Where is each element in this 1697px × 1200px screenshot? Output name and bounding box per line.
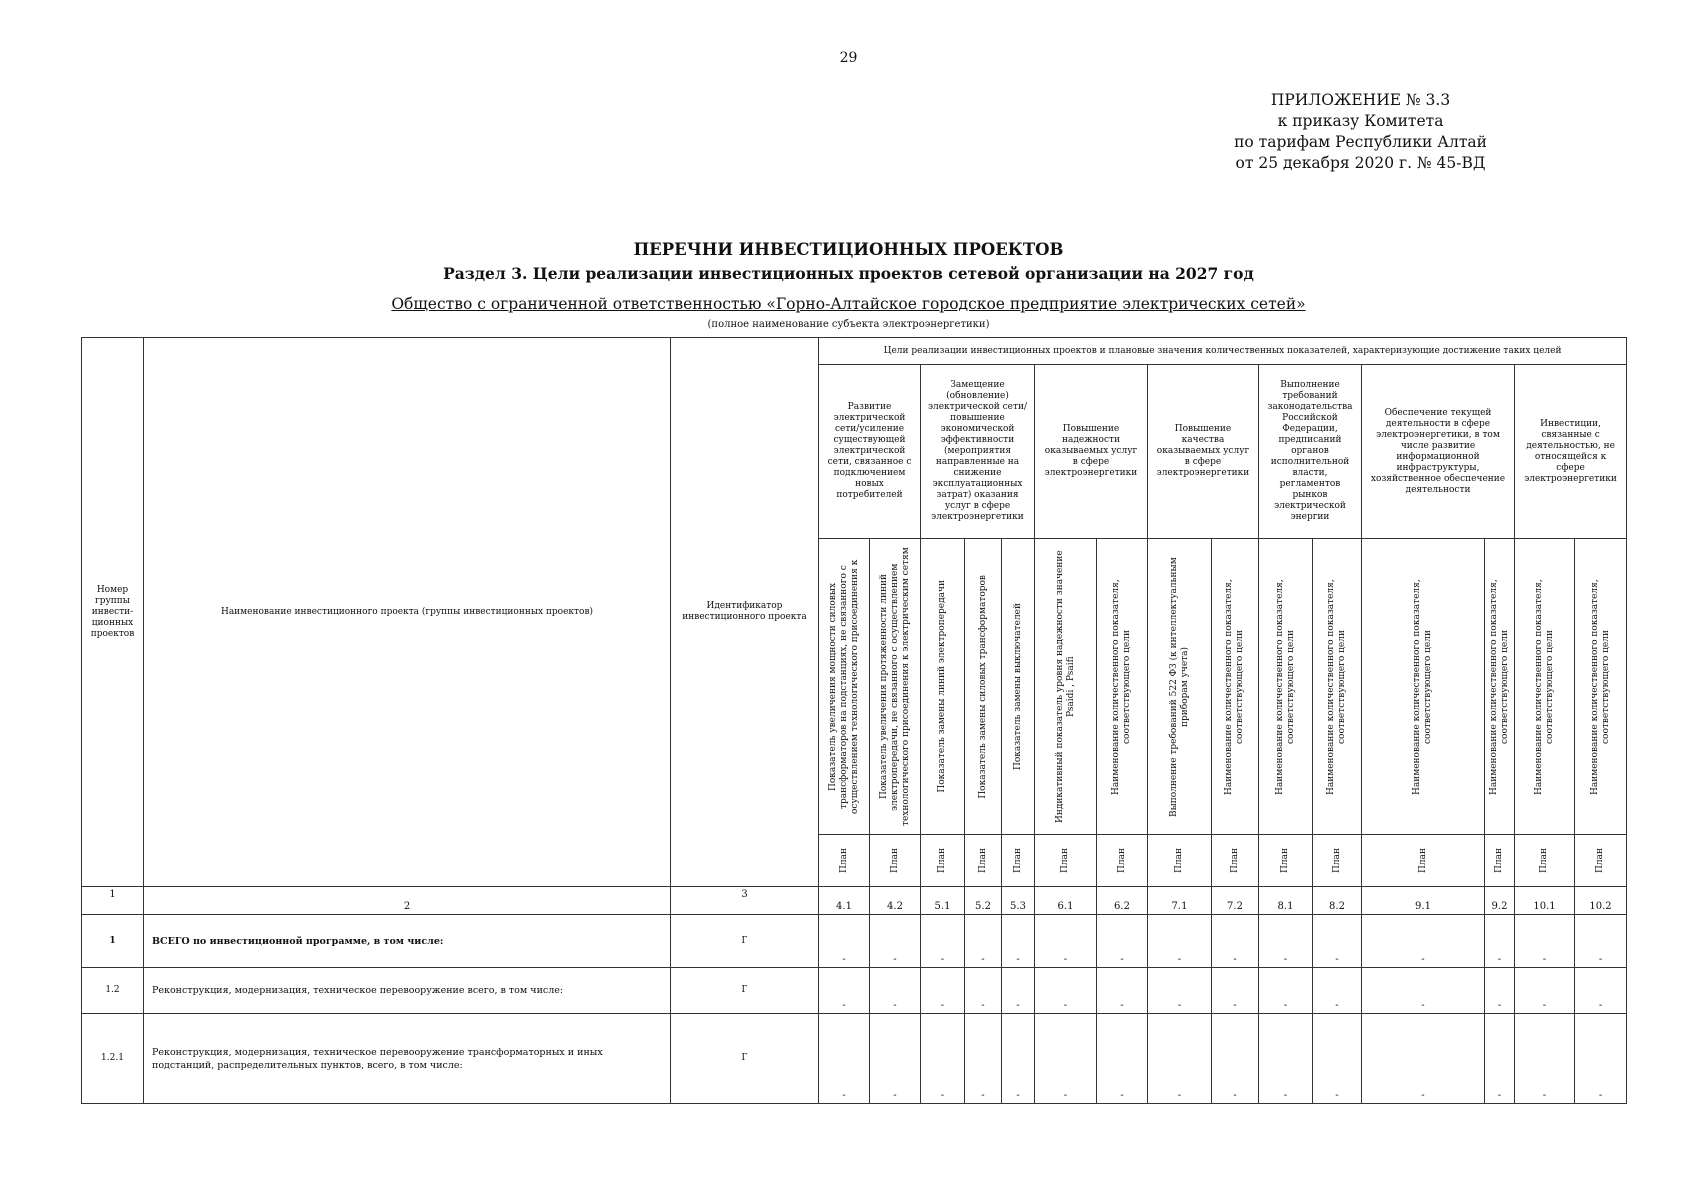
plan-header: [819, 835, 870, 887]
row-value: -: [1485, 1014, 1515, 1104]
plan-label: План: [977, 848, 988, 873]
row-value: -: [819, 1014, 870, 1104]
row-value: -: [870, 968, 921, 1014]
appendix-block: [1234, 90, 1487, 174]
plan-label: План: [1595, 848, 1606, 873]
indicator-header: [1515, 539, 1575, 835]
table-row: [82, 968, 1627, 1014]
indicator-header: [1002, 539, 1035, 835]
indicator-label: Выполнение требований 522 ФЗ (к интеллектуальным приборам учета): [1168, 556, 1190, 817]
column-number: 3: [671, 887, 819, 915]
row-value: -: [1148, 968, 1212, 1014]
row-id: Г: [671, 1014, 819, 1104]
appendix-line-4: от 25 декабря 2020 г. № 45-ВД: [1235, 154, 1486, 172]
column-number: 8.1: [1259, 887, 1313, 915]
column-number: 6.2: [1097, 887, 1148, 915]
plan-label: План: [889, 848, 900, 873]
row-value: -: [819, 915, 870, 968]
header-project-id: Идентификатор инвестиционного проекта: [671, 338, 819, 887]
row-value: -: [1035, 968, 1097, 1014]
indicator-label: Наименование количественного показателя, соответствующего цели: [1326, 578, 1347, 795]
row-value: -: [1097, 915, 1148, 968]
row-value: -: [1313, 1014, 1362, 1104]
row-number: 1.2: [82, 968, 144, 1014]
organization-name: Общество с ограниченной ответственностью «Горно-Алтайское городское предприятие электрических сетей»: [391, 295, 1306, 313]
indicator-label: Индикативный показатель уровня надежности значение Psaidi , Psaifi: [1054, 550, 1076, 823]
plan-header: [1313, 835, 1362, 887]
group-header-replacement: Замещение (обновление) электрической сети/повышение экономической эффективности (мероприятия направленные на снижение эксплуатационных затрат) оказания услуг в сфере электроэнергетики: [921, 365, 1035, 539]
row-value: -: [1515, 1014, 1575, 1104]
plan-label: План: [1494, 848, 1504, 873]
column-number-row: [82, 887, 1627, 915]
row-id: Г: [671, 968, 819, 1014]
plan-label: План: [1331, 848, 1342, 873]
appendix-line-3: по тарифам Республики Алтай: [1234, 133, 1487, 151]
indicator-label: Наименование количественного показателя, соответствующего цели: [1274, 578, 1296, 795]
row-value: -: [870, 1014, 921, 1104]
plan-header: [1515, 835, 1575, 887]
plan-header: [1575, 835, 1627, 887]
row-value: -: [1575, 1014, 1627, 1104]
row-value: -: [1259, 968, 1313, 1014]
group-header-non-energy-investments: Инвестиции, связанные с деятельностью, не относящейся к сфере электроэнергетики: [1515, 365, 1627, 539]
plan-header: [1212, 835, 1259, 887]
indicator-header: [1148, 539, 1212, 835]
row-value: -: [1362, 1014, 1485, 1104]
indicator-label: Показатель замены выключателей: [1012, 602, 1023, 770]
plan-label: План: [1280, 848, 1290, 873]
indicator-label: Наименование количественного показателя, соответствующего цели: [1589, 578, 1611, 795]
investment-table: [81, 337, 1627, 1104]
row-value: -: [921, 968, 965, 1014]
table-row: [82, 1014, 1627, 1104]
indicator-header: [819, 539, 870, 835]
row-name: Реконструкция, модернизация, техническое перевооружение трансформаторных и иных подстанций, распределительных пунктов, всего, в том числе:: [144, 1014, 671, 1104]
plan-label: План: [1060, 848, 1070, 873]
indicator-label: Показатель увеличения мощности силовых трансформаторов на подстанциях, не связанного с осуществлением технологического присоединения к: [827, 559, 860, 814]
row-value: -: [1515, 968, 1575, 1014]
row-value: -: [1035, 915, 1097, 968]
plan-header: [1485, 835, 1515, 887]
row-value: -: [1212, 915, 1259, 968]
group-header-legal-requirements: Выполнение требований законодательства Российской Федерации, предписаний органов исполнительной власти, регламентов рынков электрической энергии: [1259, 365, 1362, 539]
row-value: -: [1212, 1014, 1259, 1104]
indicator-label: Наименование количественного показателя, соответствующего цели: [1224, 578, 1245, 795]
indicator-header: [1575, 539, 1627, 835]
row-value: -: [870, 915, 921, 968]
plan-header: [1362, 835, 1485, 887]
indicator-label: Показатель замены линий электропередачи: [937, 580, 947, 793]
row-value: -: [1002, 968, 1035, 1014]
row-value: -: [1002, 1014, 1035, 1104]
row-value: -: [1148, 915, 1212, 968]
row-value: -: [1515, 915, 1575, 968]
indicator-header: [1035, 539, 1097, 835]
table-row: [82, 915, 1627, 968]
indicator-header: [1212, 539, 1259, 835]
column-number: 1: [82, 887, 144, 915]
plan-label: План: [838, 848, 849, 873]
appendix-line-2: к приказу Комитета: [1277, 112, 1444, 130]
row-value: -: [1485, 915, 1515, 968]
indicator-label: Показатель замены силовых трансформаторов: [977, 574, 988, 799]
column-number: 7.1: [1148, 887, 1212, 915]
column-number: 2: [144, 887, 671, 915]
row-value: -: [1212, 968, 1259, 1014]
column-number: 6.1: [1035, 887, 1097, 915]
plan-header: [1097, 835, 1148, 887]
row-value: -: [1259, 915, 1313, 968]
row-value: -: [819, 968, 870, 1014]
row-value: -: [1575, 915, 1627, 968]
organization-caption: (полное наименование субъекта электроэнергетики): [707, 319, 990, 330]
indicator-header: [965, 539, 1002, 835]
indicator-header: [1362, 539, 1485, 835]
indicator-header: [1485, 539, 1515, 835]
indicator-label: Наименование количественного показателя, соответствующего цели: [1488, 578, 1510, 795]
column-number: 9.2: [1485, 887, 1515, 915]
row-value: -: [965, 1014, 1002, 1104]
row-name: Реконструкция, модернизация, техническое перевооружение всего, в том числе:: [144, 968, 671, 1014]
plan-header: [1035, 835, 1097, 887]
row-number: 1: [82, 915, 144, 968]
group-header-development: Развитие электрической сети/усиление существующей электрической сети, связанное с подключением новых потребителей: [819, 365, 921, 539]
indicator-header: [870, 539, 921, 835]
indicator-header: [1097, 539, 1148, 835]
row-value: -: [1035, 1014, 1097, 1104]
indicator-label: Наименование количественного показателя, соответствующего цели: [1533, 578, 1555, 795]
plan-label: План: [1539, 848, 1549, 873]
column-number: 9.1: [1362, 887, 1485, 915]
row-value: -: [1313, 968, 1362, 1014]
indicator-label: Наименование количественного показателя, соответствующего цели: [1111, 578, 1132, 795]
column-number: 7.2: [1212, 887, 1259, 915]
row-value: -: [1148, 1014, 1212, 1104]
column-number: 5.2: [965, 887, 1002, 915]
plan-header: [1002, 835, 1035, 887]
indicator-header: [1313, 539, 1362, 835]
row-value: -: [921, 1014, 965, 1104]
page-number: 29: [839, 50, 858, 66]
row-value: -: [1362, 915, 1485, 968]
document-title: ПЕРЕЧНИ ИНВЕСТИЦИОННЫХ ПРОЕКТОВ: [633, 240, 1064, 259]
group-header-quality: Повышение качества оказываемых услуг в сфере электроэнергетики: [1148, 365, 1259, 539]
plan-label: План: [1012, 848, 1023, 873]
column-number: 10.2: [1575, 887, 1627, 915]
plan-label: План: [1229, 848, 1240, 873]
indicator-header: [1259, 539, 1313, 835]
row-value: -: [921, 915, 965, 968]
title-block: [0, 238, 1697, 332]
row-value: -: [1362, 968, 1485, 1014]
row-value: -: [965, 968, 1002, 1014]
indicator-label: Наименование количественного показателя, соответствующего цели: [1412, 578, 1433, 795]
plan-label: План: [937, 848, 947, 873]
column-number: 5.3: [1002, 887, 1035, 915]
plan-label: План: [1174, 848, 1184, 873]
column-number: 8.2: [1313, 887, 1362, 915]
column-number: 10.1: [1515, 887, 1575, 915]
plan-header: [921, 835, 965, 887]
plan-label: План: [1116, 848, 1127, 873]
plan-header: [1148, 835, 1212, 887]
plan-label: План: [1417, 848, 1428, 873]
row-number: 1.2.1: [82, 1014, 144, 1104]
column-number: 5.1: [921, 887, 965, 915]
row-value: -: [1485, 968, 1515, 1014]
row-value: -: [1313, 915, 1362, 968]
group-header-current-activity: Обеспечение текущей деятельности в сфере электроэнергетики, в том числе развитие информационной инфраструктуры, хозяйственное обеспечение деятельности: [1362, 365, 1515, 539]
header-group-number: Номер группы инвести-ционных проектов: [82, 338, 144, 887]
row-value: -: [1097, 1014, 1148, 1104]
row-value: -: [1097, 968, 1148, 1014]
row-name: ВСЕГО по инвестиционной программе, в том числе:: [144, 915, 671, 968]
plan-header: [965, 835, 1002, 887]
row-value: -: [1002, 915, 1035, 968]
header-project-name: Наименование инвестиционного проекта (группы инвестиционных проектов): [144, 338, 671, 887]
appendix-line-1: ПРИЛОЖЕНИЕ № 3.3: [1270, 91, 1451, 109]
column-number: 4.2: [870, 887, 921, 915]
plan-header: [1259, 835, 1313, 887]
row-id: Г: [671, 915, 819, 968]
section-title: Раздел 3. Цели реализации инвестиционных проектов сетевой организации на 2027 год: [443, 264, 1254, 283]
row-value: -: [965, 915, 1002, 968]
row-value: -: [1259, 1014, 1313, 1104]
indicator-label: Показатель увеличения протяженности линий электропередачи, не связанного с осуществлением технологического присоединения к электрическим сетям: [878, 547, 911, 826]
header-goals: Цели реализации инвестиционных проектов и плановые значения количественных показателей, характеризующие достижение таких целей: [819, 338, 1627, 365]
column-number: 4.1: [819, 887, 870, 915]
row-value: -: [1575, 968, 1627, 1014]
plan-header: [870, 835, 921, 887]
indicator-header: [921, 539, 965, 835]
group-header-reliability: Повышение надежности оказываемых услуг в сфере электроэнергетики: [1035, 365, 1148, 539]
